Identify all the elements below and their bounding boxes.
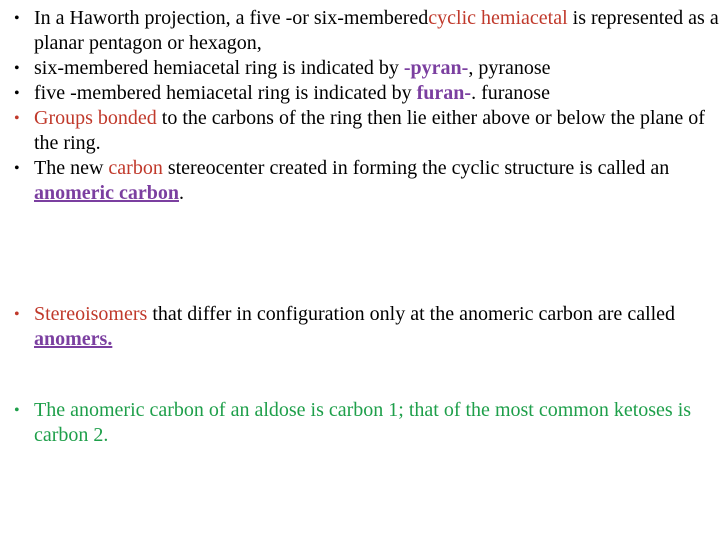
bullet-text: to the carbons of the ring then lie either above or below the plane of the ring. [34, 107, 705, 154]
term-groups-bonded: Groups bonded [34, 107, 157, 129]
bullet-marker: • [14, 85, 20, 102]
term-carbon: carbon [108, 157, 163, 179]
bullet-marker: • [14, 160, 20, 177]
bullet-groups-bonded [0, 106, 720, 156]
bullet-list-haworth [0, 6, 720, 206]
bullet-list-stereoisomers [0, 302, 720, 352]
term-pyran: -pyran- [403, 57, 469, 79]
bullet-haworth-projection [0, 6, 720, 56]
bullet-text: . furanose [471, 82, 550, 104]
term-anomeric-carbon: anomeric carbon [34, 182, 179, 204]
bullet-text: , pyranose [468, 57, 551, 79]
bullet-marker: • [14, 10, 20, 27]
bullet-six-membered [0, 56, 720, 81]
bullet-text: . [178, 182, 184, 204]
bullet-stereoisomers [0, 302, 720, 352]
bullet-marker: • [14, 60, 20, 77]
bullet-text: The anomeric carbon of an aldose is carbon 1; that of the most common ketoses is carbon 2. [34, 399, 692, 446]
bullet-text: is represented as a planar pentagon or hexagon, [34, 7, 719, 54]
bullet-text: stereocenter created in forming the cyclic structure is called an [162, 157, 670, 179]
bullet-marker: • [14, 110, 20, 127]
bullet-anomeric-aldose [0, 398, 720, 448]
term-stereoisomers: Stereoisomers [34, 303, 148, 325]
bullet-text: five -membered hemiacetal ring is indicated by [34, 82, 417, 104]
term-cyclic-hemiacetal: cyclic hemiacetal [428, 7, 568, 29]
bullet-text: six-membered hemiacetal ring is indicated by [34, 57, 404, 79]
bullet-new-carbon [0, 156, 720, 206]
term-furan: furan- [416, 82, 472, 104]
bullet-marker: • [14, 306, 20, 323]
term-anomers: anomers. [34, 328, 113, 350]
bullet-marker: • [14, 402, 20, 419]
bullet-five-membered [0, 81, 720, 106]
bullet-list-anomeric [0, 398, 720, 448]
bullet-text: that differ in configuration only at the anomeric carbon are called [147, 303, 676, 325]
bullet-text: In a Haworth projection, a five -or six-membered [34, 7, 429, 29]
bullet-text: The new [34, 157, 109, 179]
